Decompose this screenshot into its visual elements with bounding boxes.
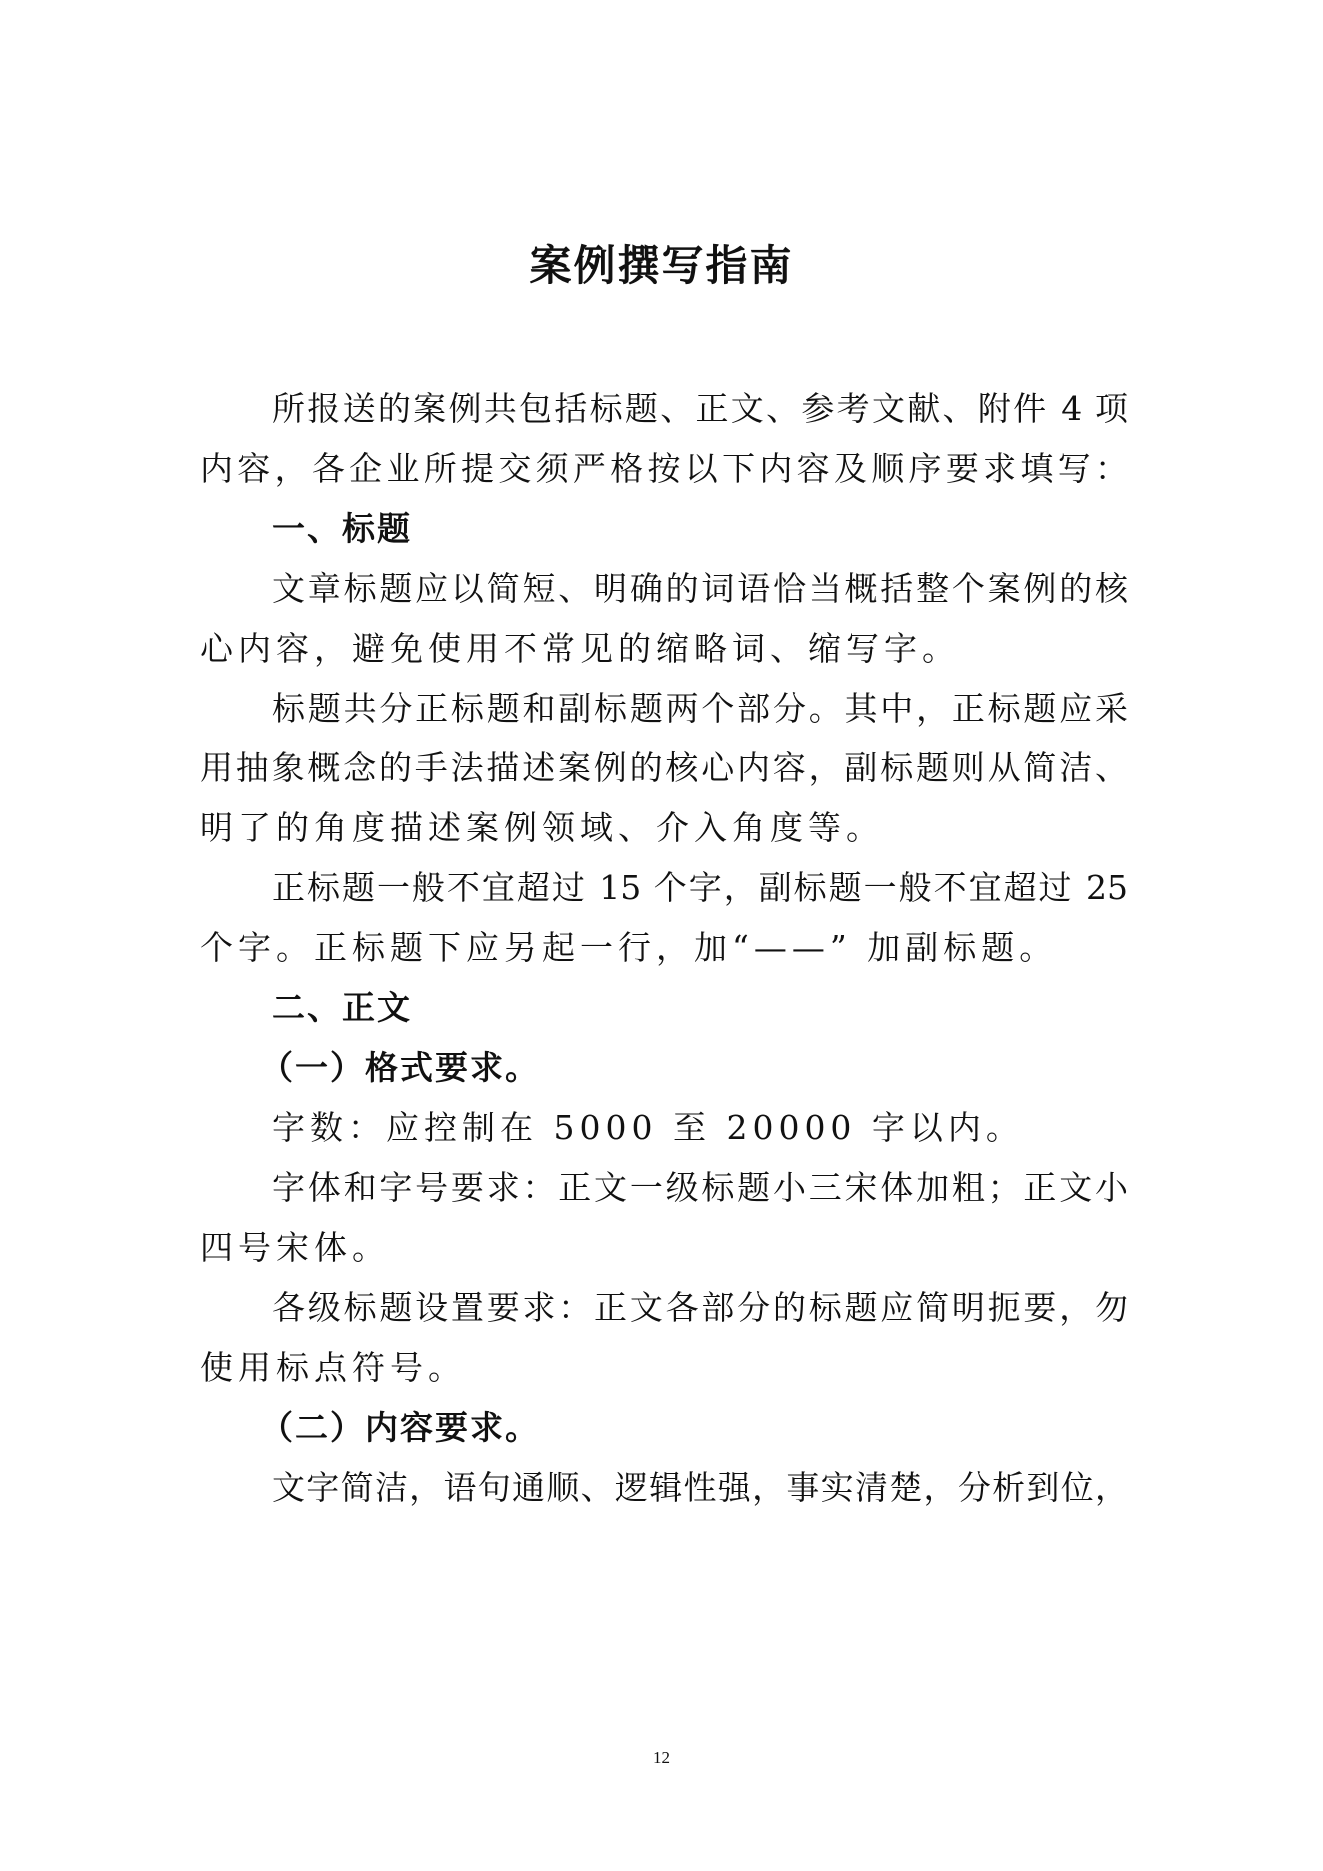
section-1-paragraph-2-line-2: 用抽象概念的手法描述案例的核心内容，副标题则从简洁、 [200, 748, 1128, 787]
intro-line-1: 所报送的案例共包括标题、正文、参考文献、附件 4 项 [272, 389, 1128, 428]
section-1-paragraph-3-line-2: 个字。正标题下应另起一行，加“——” 加副标题。 [200, 928, 1058, 967]
section-1-heading: 一、标题 [272, 509, 412, 548]
content-requirement-line-1: 文字简洁，语句通顺、逻辑性强，事实清楚，分析到位， [272, 1468, 1128, 1507]
section-1-paragraph-1-line-1: 文章标题应以简短、明确的词语恰当概括整个案例的核 [272, 569, 1128, 608]
format-requirement-font-line-2: 四号宋体。 [200, 1228, 390, 1267]
subsection-1-heading: （一）格式要求。 [260, 1048, 540, 1087]
subsection-2-heading: （二）内容要求。 [260, 1408, 540, 1447]
format-requirement-word-count: 字数：应控制在 5000 至 20000 字以内。 [272, 1108, 1024, 1147]
section-2-heading: 二、正文 [272, 988, 412, 1027]
page-number: 12 [653, 1748, 670, 1767]
section-1-paragraph-3-line-1: 正标题一般不宜超过 15 个字，副标题一般不宜超过 25 [272, 868, 1128, 907]
section-1-paragraph-1-line-2: 心内容，避免使用不常见的缩略词、缩写字。 [200, 629, 960, 668]
format-requirement-headings-line-1: 各级标题设置要求：正文各部分的标题应简明扼要，勿 [272, 1288, 1128, 1327]
format-requirement-headings-line-2: 使用标点符号。 [200, 1348, 466, 1387]
section-1-paragraph-2-line-1: 标题共分正标题和副标题两个部分。其中，正标题应采 [272, 689, 1128, 728]
section-1-paragraph-2-line-3: 明了的角度描述案例领域、介入角度等。 [200, 808, 884, 847]
intro-line-2: 内容，各企业所提交须严格按以下内容及顺序要求填写： [200, 449, 1128, 488]
page-title: 案例撰写指南 [529, 241, 794, 290]
format-requirement-font-line-1: 字体和字号要求：正文一级标题小三宋体加粗；正文小 [272, 1168, 1128, 1207]
